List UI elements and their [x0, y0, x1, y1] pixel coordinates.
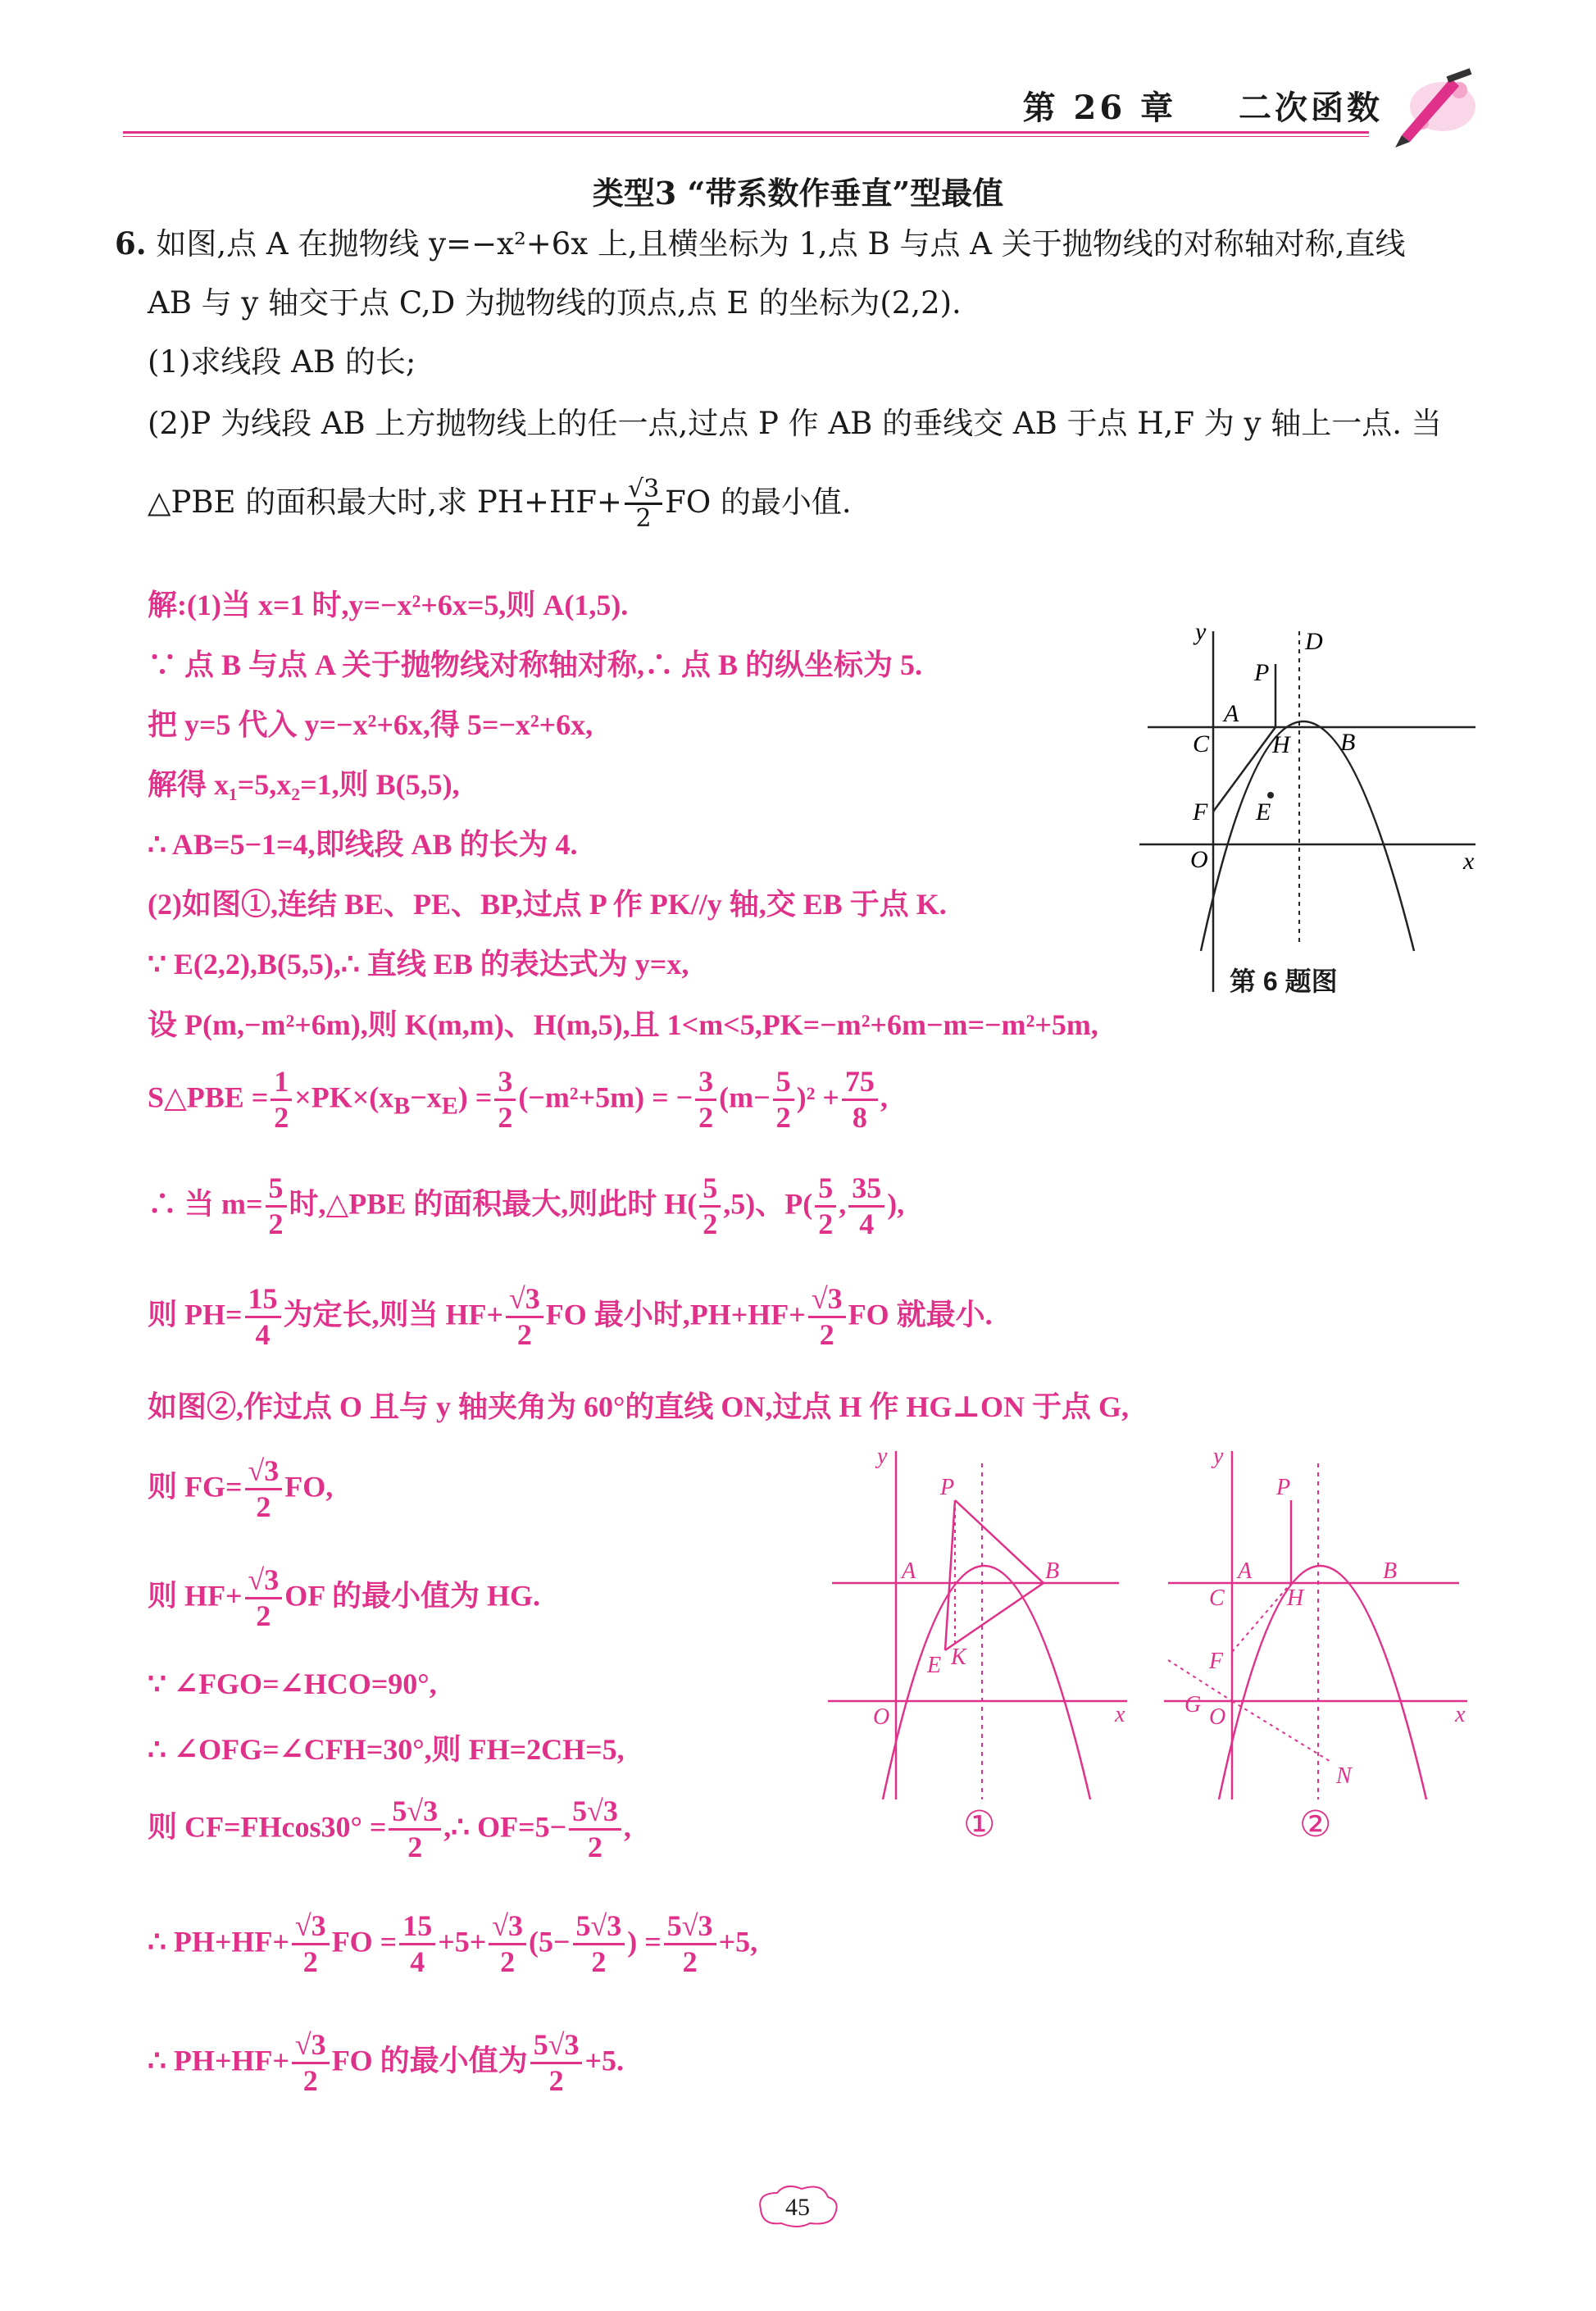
- page-number: 45: [785, 2194, 810, 2221]
- solution-line-15: ∵ ∠FGO=∠HCO=90°,: [148, 1667, 437, 1700]
- problem-part-2b-post: FO 的最小值.: [665, 484, 852, 520]
- solution-line-11: [148, 1283, 993, 1352]
- s9-c: −x: [410, 1080, 442, 1114]
- f18-1: √3: [292, 1910, 330, 1945]
- f18-10: 2: [682, 1945, 698, 1978]
- fig1-label-k: K: [951, 1645, 966, 1670]
- problem-part-2a: (2)P 为线段 AB 上方抛物线上的任一点,过点 P 作 AB 的垂线交 AB 于点 H,F 为 y 轴上一点. 当: [148, 406, 1442, 441]
- f19-1: √3: [292, 2029, 330, 2064]
- f17-1: 5√3: [389, 1795, 441, 1831]
- f13-1: √3: [245, 1455, 283, 1490]
- s10-c: ,5)、P(: [723, 1187, 813, 1221]
- f14-1: √3: [245, 1564, 283, 1599]
- fig2-parabola: [1219, 1566, 1426, 1799]
- problem-line-1: [115, 225, 1406, 262]
- fig2-line-on: [1232, 1701, 1332, 1763]
- s14-a: 则 HF+: [148, 1579, 243, 1613]
- f19-4: 2: [548, 2063, 564, 2097]
- f9-3: 3: [494, 1066, 516, 1101]
- s17-a: 则 CF=FHcos30° =: [148, 1810, 387, 1844]
- f10-5: 5: [815, 1172, 836, 1208]
- s17-c: ,: [623, 1810, 631, 1844]
- solution-line-19: [148, 2029, 624, 2098]
- page-number-badge: [753, 2181, 843, 2230]
- s18-f: +5,: [718, 1925, 758, 1958]
- fig1-caption: ①: [963, 1804, 996, 1840]
- solution-line-16: ∴ ∠OFG=∠CFH=30°,则 FH=2CH=5,: [148, 1733, 625, 1766]
- f10-1: 5: [266, 1172, 287, 1208]
- label-p: P: [1254, 659, 1270, 686]
- header-rule-thin: [123, 136, 1369, 137]
- solution-line-1: 解:(1)当 x=1 时,y=−x²+6x=5,则 A(1,5).: [148, 589, 629, 621]
- s11-b: 为定长,则当 HF+: [283, 1298, 504, 1331]
- s9-sub-b: B: [393, 1092, 411, 1120]
- fig1-label-p: P: [940, 1475, 955, 1500]
- f18-9: 5√3: [664, 1910, 716, 1945]
- fig2-label-x: x: [1455, 1702, 1466, 1727]
- fig1-segment-pe: [945, 1500, 955, 1650]
- s14-b: OF 的最小值为 HG.: [284, 1579, 540, 1613]
- pencil-decoration-icon: [1377, 57, 1484, 148]
- solution-line-4: 解得 x₁=5,x₂=1,则 B(5,5),: [148, 768, 460, 801]
- fig2-label-a: A: [1238, 1558, 1253, 1584]
- s9-e: (−m²+5m) = −: [518, 1080, 693, 1114]
- f9-8: 2: [775, 1100, 791, 1134]
- label-o: O: [1190, 846, 1208, 873]
- fig1-label-a: A: [902, 1558, 916, 1584]
- problem-part-2b-pre: △PBE 的面积最大时,求 PH+HF+: [148, 484, 622, 520]
- s18-a: ∴ PH+HF+: [148, 1925, 289, 1958]
- s9-d: ) =: [457, 1080, 493, 1114]
- s17-b: ,∴ OF=5−: [443, 1810, 567, 1844]
- f13-2: 2: [256, 1490, 271, 1523]
- f9-5: 3: [695, 1066, 716, 1101]
- f11-5: √3: [808, 1283, 846, 1318]
- s19-b: FO 的最小值为: [331, 2044, 528, 2077]
- f18-3: 15: [399, 1910, 435, 1945]
- s11-c: FO 最小时,PH+HF+: [545, 1298, 806, 1331]
- fig1-label-y: y: [877, 1444, 888, 1469]
- problem-number: 6.: [115, 225, 147, 262]
- fig2-label-y: y: [1213, 1444, 1224, 1469]
- f11-3: √3: [506, 1283, 543, 1318]
- f19-3: 5√3: [530, 2029, 583, 2064]
- s9-f: (m−: [719, 1080, 771, 1114]
- label-c: C: [1193, 730, 1210, 757]
- f10-4: 2: [703, 1207, 718, 1240]
- s11-a: 则 PH=: [148, 1298, 243, 1331]
- figure-1: [824, 1439, 1144, 1840]
- problem-part-1: (1)求线段 AB 的长;: [148, 344, 416, 380]
- solution-line-7: ∵ E(2,2),B(5,5),∴ 直线 EB 的表达式为 y=x,: [148, 948, 689, 980]
- fig1-label-b: B: [1045, 1558, 1060, 1584]
- fig1-label-o: O: [873, 1704, 890, 1730]
- main-figure-caption: 第 6 题图: [1230, 967, 1338, 996]
- s13-a: 则 FG=: [148, 1470, 243, 1504]
- s9-g: )² +: [796, 1080, 839, 1114]
- f10-2: 2: [268, 1207, 284, 1240]
- chapter-number: 第 26 章: [1022, 89, 1177, 127]
- problem-line-2: AB 与 y 轴交于点 C,D 为抛物线的顶点,点 E 的坐标为(2,2).: [148, 285, 962, 321]
- frac-den: 2: [635, 504, 652, 533]
- solution-line-3: 把 y=5 代入 y=−x²+6x,得 5=−x²+6x,: [148, 708, 593, 741]
- solution-line-6: (2)如图①,连结 BE、PE、BP,过点 P 作 PK//y 轴,交 EB 于点 K.: [148, 888, 947, 921]
- s10-d: ,: [839, 1187, 847, 1221]
- f9-1: 1: [271, 1066, 292, 1101]
- solution-line-8: 设 P(m,−m²+6m),则 K(m,m)、H(m,5),且 1<m<5,PK=−m²+6m−m=−m²+5m,: [148, 1008, 1098, 1041]
- fig1-segment-eb: [945, 1583, 1044, 1650]
- f11-4: 2: [516, 1317, 532, 1351]
- s18-d: (5−: [529, 1925, 571, 1958]
- solution-line-12: 如图②,作过点 O 且与 y 轴夹角为 60°的直线 ON,过点 H 作 HG⊥ON 于点 G,: [148, 1390, 1129, 1423]
- f9-9: 75: [842, 1066, 878, 1101]
- fig2-caption: ②: [1299, 1804, 1332, 1840]
- s18-b: FO =: [331, 1925, 398, 1958]
- problem-text-1: 如图,点 A 在抛物线 y=−x²+6x 上,且横坐标为 1,点 B 与点 A 关于抛物线的对称轴对称,直线: [156, 226, 1406, 262]
- label-a: A: [1224, 700, 1239, 727]
- f11-6: 2: [819, 1317, 834, 1351]
- s19-c: +5.: [584, 2044, 624, 2077]
- f11-1: 15: [245, 1283, 281, 1318]
- s18-e: ) =: [627, 1925, 662, 1958]
- f17-2: 2: [407, 1830, 423, 1863]
- f11-2: 4: [255, 1317, 271, 1351]
- s11-d: FO 就最小.: [848, 1298, 993, 1331]
- f10-3: 5: [699, 1172, 721, 1208]
- solution-line-2: ∵ 点 B 与点 A 关于抛物线对称轴对称,∴ 点 B 的纵坐标为 5.: [148, 648, 923, 681]
- fig1-parabola: [883, 1566, 1090, 1799]
- header-rule: [123, 131, 1369, 134]
- f18-8: 2: [591, 1945, 607, 1978]
- s9-a: S△PBE =: [148, 1080, 269, 1114]
- point-e: [1267, 792, 1274, 798]
- f18-5: √3: [489, 1910, 526, 1945]
- label-d: D: [1305, 628, 1323, 655]
- f17-4: 2: [587, 1830, 602, 1863]
- chapter-subject: 二次函数: [1239, 89, 1383, 127]
- label-y: y: [1195, 618, 1207, 645]
- chapter-header: [1023, 82, 1383, 129]
- parabola: [1201, 721, 1414, 951]
- s9-h: ,: [880, 1080, 888, 1114]
- f9-2: 2: [274, 1100, 289, 1134]
- f18-2: 2: [302, 1945, 318, 1978]
- frac-num: √3: [625, 475, 662, 505]
- problem-part-2b: [148, 475, 852, 534]
- s19-a: ∴ PH+HF+: [148, 2044, 289, 2077]
- fig2-label-n: N: [1336, 1763, 1352, 1789]
- f10-7: 35: [848, 1172, 884, 1208]
- solution-line-9: [148, 1066, 888, 1135]
- s9-sub-e: E: [441, 1092, 458, 1120]
- f18-7: 5√3: [573, 1910, 625, 1945]
- f10-6: 2: [818, 1207, 834, 1240]
- s10-a: ∴ 当 m=: [148, 1187, 263, 1221]
- solution-line-14: [148, 1564, 540, 1633]
- label-x: x: [1463, 848, 1475, 875]
- f9-7: 5: [773, 1066, 794, 1101]
- solution-line-5: ∴ AB=5−1=4,即线段 AB 的长为 4.: [148, 828, 578, 861]
- f10-8: 4: [859, 1207, 875, 1240]
- f9-10: 8: [852, 1100, 867, 1134]
- f18-4: 4: [410, 1945, 425, 1978]
- fig1-label-x: x: [1115, 1702, 1125, 1727]
- fig2-label-b: B: [1383, 1558, 1398, 1584]
- f18-6: 2: [500, 1945, 516, 1978]
- solution-line-18: [148, 1910, 757, 1979]
- solution-line-10: [148, 1172, 904, 1241]
- fig2-label-p: P: [1276, 1475, 1291, 1500]
- fig2-label-c: C: [1209, 1585, 1225, 1611]
- figure-2: [1160, 1439, 1480, 1840]
- s9-b: ×PK×(x: [294, 1080, 394, 1114]
- label-f: F: [1193, 798, 1208, 826]
- f14-2: 2: [256, 1599, 271, 1632]
- f9-6: 2: [698, 1100, 714, 1134]
- fig2-label-f: F: [1209, 1649, 1224, 1674]
- solution-line-17: [148, 1795, 631, 1864]
- f9-4: 2: [498, 1100, 513, 1134]
- fig2-label-h: H: [1287, 1585, 1304, 1611]
- f19-2: 2: [302, 2063, 318, 2097]
- fig2-label-g: G: [1184, 1692, 1202, 1717]
- fig1-label-e: E: [927, 1653, 942, 1678]
- solution-line-13: [148, 1455, 333, 1524]
- label-h: H: [1272, 731, 1290, 758]
- f17-3: 5√3: [569, 1795, 621, 1831]
- label-e: E: [1256, 798, 1271, 826]
- s10-e: ),: [887, 1187, 905, 1221]
- fig2-label-o: O: [1209, 1704, 1226, 1730]
- s18-c: +5+: [438, 1925, 487, 1958]
- section-title: 类型3 “带系数作垂直”型最值: [592, 175, 1004, 212]
- main-figure: [1131, 615, 1484, 1000]
- s13-b: FO,: [284, 1470, 334, 1504]
- s10-b: 时,△PBE 的面积最大,则此时 H(: [289, 1187, 698, 1221]
- label-b: B: [1340, 729, 1356, 756]
